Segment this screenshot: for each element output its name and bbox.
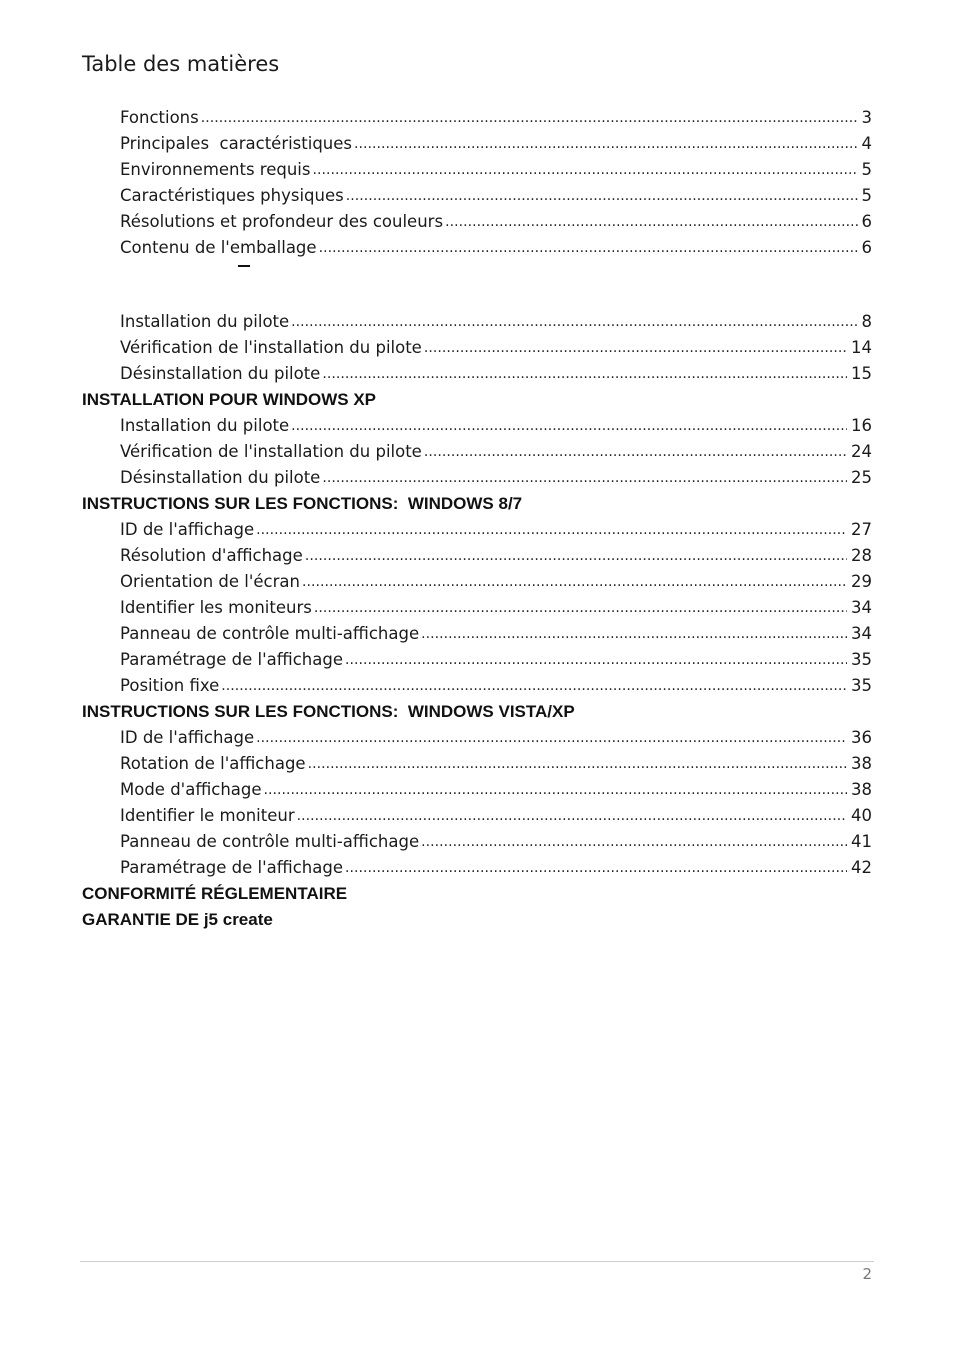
table-of-contents (82, 105, 872, 933)
dot-leader (297, 803, 847, 829)
dot-leader (354, 131, 857, 157)
toc-entry-label: ID de l'affichage (120, 725, 256, 751)
dot-leader (314, 595, 847, 621)
toc-entry-page: 34 (851, 624, 872, 643)
toc-entry-label: Vérification de l'installation du pilote (120, 335, 424, 361)
section-heading-xp[interactable]: INSTALLATION POUR WINDOWS XP (82, 390, 377, 409)
toc-entry[interactable] (82, 309, 872, 335)
toc-entry-label: Principales caractéristiques (120, 131, 354, 157)
toc-entry-page: 35 (851, 676, 872, 695)
dot-leader (346, 183, 858, 209)
dot-leader (345, 647, 847, 673)
toc-entry-label: Installation du pilote (120, 309, 291, 335)
dot-leader (291, 413, 847, 439)
page-title: Table des matières (82, 52, 280, 76)
toc-entry-label: Panneau de contrôle multi-affichage (120, 829, 421, 855)
dot-leader (305, 543, 847, 569)
dot-leader (264, 777, 847, 803)
dot-leader (424, 335, 847, 361)
dash-mark (238, 265, 250, 267)
toc-entry-label: Mode d'affichage (120, 777, 264, 803)
toc-entry-label: Position fixe (120, 673, 221, 699)
toc-entry[interactable] (82, 543, 872, 569)
toc-entry[interactable] (82, 209, 872, 235)
toc-entry[interactable] (82, 855, 872, 881)
toc-entry-label: Installation du pilote (120, 413, 291, 439)
toc-entry[interactable] (82, 517, 872, 543)
toc-entry[interactable] (82, 157, 872, 183)
dot-leader (424, 439, 847, 465)
section-heading-win87[interactable]: INSTRUCTIONS SUR LES FONCTIONS: WINDOWS 8/7 (82, 494, 523, 513)
toc-entry-label: Paramétrage de l'affichage (120, 855, 345, 881)
toc-entry[interactable] (82, 725, 872, 751)
toc-entry-label: ID de l'affichage (120, 517, 256, 543)
toc-entry-page: 6 (861, 238, 872, 257)
toc-entry-page: 40 (851, 806, 872, 825)
toc-entry-page: 5 (861, 186, 872, 205)
toc-entry-label: Désinstallation du pilote (120, 361, 322, 387)
toc-entry[interactable] (82, 647, 872, 673)
toc-entry-page: 27 (851, 520, 872, 539)
toc-entry-page: 15 (851, 364, 872, 383)
toc-entry-label: Identifier le moniteur (120, 803, 297, 829)
toc-entry-label: Orientation de l'écran (120, 569, 302, 595)
dot-leader (308, 751, 847, 777)
toc-entry[interactable] (82, 131, 872, 157)
toc-entry-page: 14 (851, 338, 872, 357)
toc-entry[interactable] (82, 803, 872, 829)
toc-entry[interactable] (82, 621, 872, 647)
toc-entry[interactable] (82, 439, 872, 465)
toc-entry-page: 5 (861, 160, 872, 179)
toc-entry[interactable] (82, 465, 872, 491)
dot-leader (319, 235, 858, 261)
toc-entry-label: Paramétrage de l'affichage (120, 647, 345, 673)
toc-entry-label: Contenu de l'emballage (120, 235, 319, 261)
toc-entry[interactable] (82, 183, 872, 209)
toc-entry-page: 38 (851, 780, 872, 799)
dot-leader (256, 517, 847, 543)
toc-entry[interactable] (82, 361, 872, 387)
toc-entry[interactable] (82, 105, 872, 131)
dot-leader (322, 465, 847, 491)
toc-entry[interactable] (82, 595, 872, 621)
toc-entry-label: Rotation de l'affichage (120, 751, 308, 777)
section-heading-conformite[interactable]: CONFORMITÉ RÉGLEMENTAIRE (82, 884, 348, 903)
toc-entry-page: 38 (851, 754, 872, 773)
toc-entry-page: 29 (851, 572, 872, 591)
toc-entry-label: Désinstallation du pilote (120, 465, 322, 491)
toc-entry-page: 8 (861, 312, 872, 331)
toc-entry[interactable] (82, 235, 872, 261)
toc-entry-page: 34 (851, 598, 872, 617)
dot-leader (421, 829, 847, 855)
toc-entry-page: 41 (851, 832, 872, 851)
toc-entry[interactable] (82, 413, 872, 439)
toc-entry-page: 16 (851, 416, 872, 435)
toc-entry-label: Environnements requis (120, 157, 313, 183)
toc-entry-page: 25 (851, 468, 872, 487)
toc-entry-label: Vérification de l'installation du pilote (120, 439, 424, 465)
dot-leader (445, 209, 857, 235)
dot-leader (291, 309, 857, 335)
toc-entry-page: 42 (851, 858, 872, 877)
page-number: 2 (862, 1265, 872, 1283)
dot-leader (313, 157, 858, 183)
dot-leader (322, 361, 847, 387)
toc-entry-label: Fonctions (120, 105, 201, 131)
toc-entry[interactable] (82, 673, 872, 699)
toc-entry-page: 36 (851, 728, 872, 747)
toc-entry-page: 4 (861, 134, 872, 153)
section-heading-vista[interactable]: INSTRUCTIONS SUR LES FONCTIONS: WINDOWS VISTA/XP (82, 702, 575, 721)
toc-entry-label: Identifier les moniteurs (120, 595, 314, 621)
toc-entry-label: Caractéristiques physiques (120, 183, 346, 209)
section-heading-garantie[interactable]: GARANTIE DE j5 create (82, 910, 273, 929)
toc-entry[interactable] (82, 751, 872, 777)
toc-entry[interactable] (82, 777, 872, 803)
dot-leader (221, 673, 847, 699)
footer-divider (80, 1261, 874, 1262)
dot-leader (421, 621, 847, 647)
toc-entry-label: Panneau de contrôle multi-affichage (120, 621, 421, 647)
toc-entry[interactable] (82, 335, 872, 361)
dot-leader (201, 105, 858, 131)
spacer (82, 261, 872, 309)
toc-entry[interactable] (82, 829, 872, 855)
dot-leader (302, 569, 847, 595)
toc-entry-page: 6 (861, 212, 872, 231)
toc-entry-page: 35 (851, 650, 872, 669)
toc-entry-page: 24 (851, 442, 872, 461)
toc-entry-label: Résolutions et profondeur des couleurs (120, 209, 445, 235)
toc-entry[interactable] (82, 569, 872, 595)
toc-entry-label: Résolution d'affichage (120, 543, 305, 569)
toc-entry-page: 28 (851, 546, 872, 565)
dot-leader (345, 855, 847, 881)
toc-entry-page: 3 (861, 108, 872, 127)
dot-leader (256, 725, 847, 751)
